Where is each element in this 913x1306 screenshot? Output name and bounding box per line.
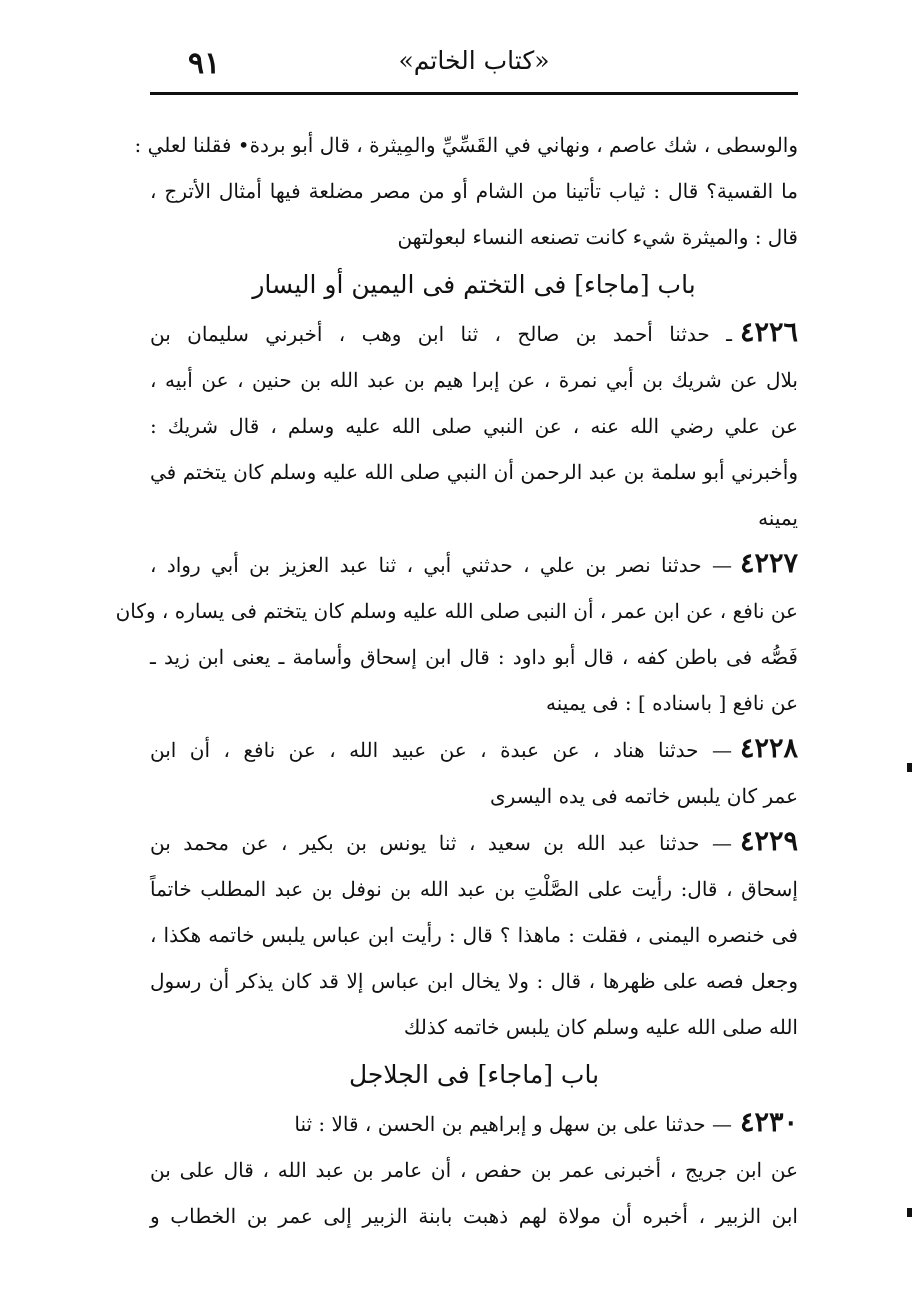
- text-line: [150, 680, 798, 726]
- text-line: [150, 958, 798, 1004]
- line-text: عن علي رضي الله عنه ، عن النبي صلى الله عليه وسلم ، قال شريك :: [150, 414, 799, 438]
- line-text: بلال عن شريك بن أبي نمرة ، عن إبرا هيم بن عبد الله بن حنين ، عن أبيه ،: [150, 368, 798, 392]
- text-line: [115, 588, 798, 634]
- section-heading: باب [ماجاء] فى الجلاجل: [348, 1060, 600, 1089]
- hadith-number: ٤٢٢٦: [739, 317, 798, 348]
- line-text: — حدثنا هناد ، عن عبدة ، عن عبيد الله ، عن نافع ، أن ابن: [150, 738, 732, 762]
- text-line: [150, 449, 798, 495]
- text-line: [150, 541, 798, 588]
- text-line: [150, 214, 798, 260]
- text-line: [150, 495, 798, 541]
- line-text: عن نافع [ باسناده ] : فى يمينه: [546, 691, 798, 715]
- line-text: فى خنصره اليمنى ، فقلت : ماهذا ؟ قال : رأيت ابن عباس يلبس خاتمه هكذا ،: [150, 923, 798, 947]
- text-line: [150, 168, 798, 214]
- line-text: الله صلى الله عليه وسلم كان يلبس خاتمه كذلك: [403, 1015, 798, 1039]
- hadith-number: ٤٢٢٨: [739, 733, 798, 764]
- line-text: عن ابن جريج ، أخبرنى عمر بن حفص ، أن عامر بن عبد الله ، قال على بن: [150, 1158, 798, 1182]
- line-text: قال : والميثرة شيء كانت تصنعه النساء لبعولتهن: [397, 225, 798, 249]
- text-line: [150, 726, 798, 773]
- line-text: — حدثنا نصر بن علي ، حدثني أبي ، ثنا عبد العزيز بن أبي رواد ،: [150, 553, 732, 577]
- line-text: عمر كان يلبس خاتمه فى يده اليسرى: [490, 784, 798, 808]
- line-text: ما القسية؟ قال : ثياب تأتينا من الشام أو من مصر مضلعة فيها أمثال الأترج ،: [150, 179, 798, 203]
- line-text: — حدثنا على بن سهل و إبراهيم بن الحسن ، قالا : ثنا: [294, 1112, 732, 1136]
- text-line: [150, 1004, 798, 1050]
- hadith-number: ٤٢٣٠: [739, 1107, 798, 1138]
- section-heading: باب [ماجاء] فى التختم فى اليمين أو اليسار: [252, 270, 696, 299]
- text-line: [150, 819, 798, 866]
- text-line: [150, 866, 798, 912]
- scan-edge-mark: [907, 763, 912, 772]
- page-number: ٩١: [188, 46, 221, 81]
- line-text: فَصُّه فى باطن كفه ، قال أبو داود : قال ابن إسحاق وأسامة ـ يعنى ابن زيد ـ: [150, 645, 798, 669]
- scan-edge-mark: [907, 1208, 912, 1217]
- line-text: إسحاق ، قال: رأيت على الصَّلْتِ بن عبد الله بن نوفل بن عبد المطلب خاتماً: [150, 877, 798, 901]
- text-line: [150, 912, 798, 958]
- book-page: [115, 40, 799, 1228]
- page-body: [115, 122, 799, 1239]
- text-line: [150, 1100, 798, 1147]
- line-text: — حدثنا عبد الله بن سعيد ، ثنا يونس بن بكير ، عن محمد بن: [150, 831, 732, 855]
- text-line: [150, 634, 798, 680]
- line-text: ـ حدثنا أحمد بن صالح ، ثنا ابن وهب ، أخبرني سليمان بن: [150, 322, 732, 346]
- text-line: [150, 1147, 798, 1193]
- line-text: عن نافع ، عن ابن عمر ، أن النبى صلى الله عليه وسلم كان يتختم فى يساره ، وكان: [115, 599, 798, 623]
- line-text: ابن الزبير ، أخبره أن مولاة لهم ذهبت بابنة الزبير إلى عمر بن الخطاب و: [150, 1204, 798, 1228]
- text-line: [150, 403, 798, 449]
- line-text: والوسطى ، شك عاصم ، ونهاني في القَسِّيِّ والمِيثرة ، قال أبو بردة• فقلنا لعلي :: [134, 133, 798, 157]
- header-rule: [150, 92, 798, 95]
- text-line: [134, 122, 798, 168]
- line-text: يمينه: [758, 506, 798, 530]
- page-header: [150, 40, 798, 92]
- line-text: وجعل فصه على ظهرها ، قال : ولا يخال ابن عباس إلا قد كان يذكر أن رسول: [150, 969, 798, 993]
- line-text: وأخبرني أبو سلمة بن عبد الرحمن أن النبي صلى الله عليه وسلم كان يتختم في: [150, 460, 798, 484]
- running-title: «كتاب الخاتم»: [398, 46, 550, 75]
- hadith-number: ٤٢٢٧: [739, 548, 798, 579]
- text-line: [150, 773, 798, 819]
- text-line: [150, 357, 798, 403]
- text-line: [150, 1193, 798, 1239]
- text-line: [150, 310, 798, 357]
- hadith-number: ٤٢٢٩: [739, 826, 798, 857]
